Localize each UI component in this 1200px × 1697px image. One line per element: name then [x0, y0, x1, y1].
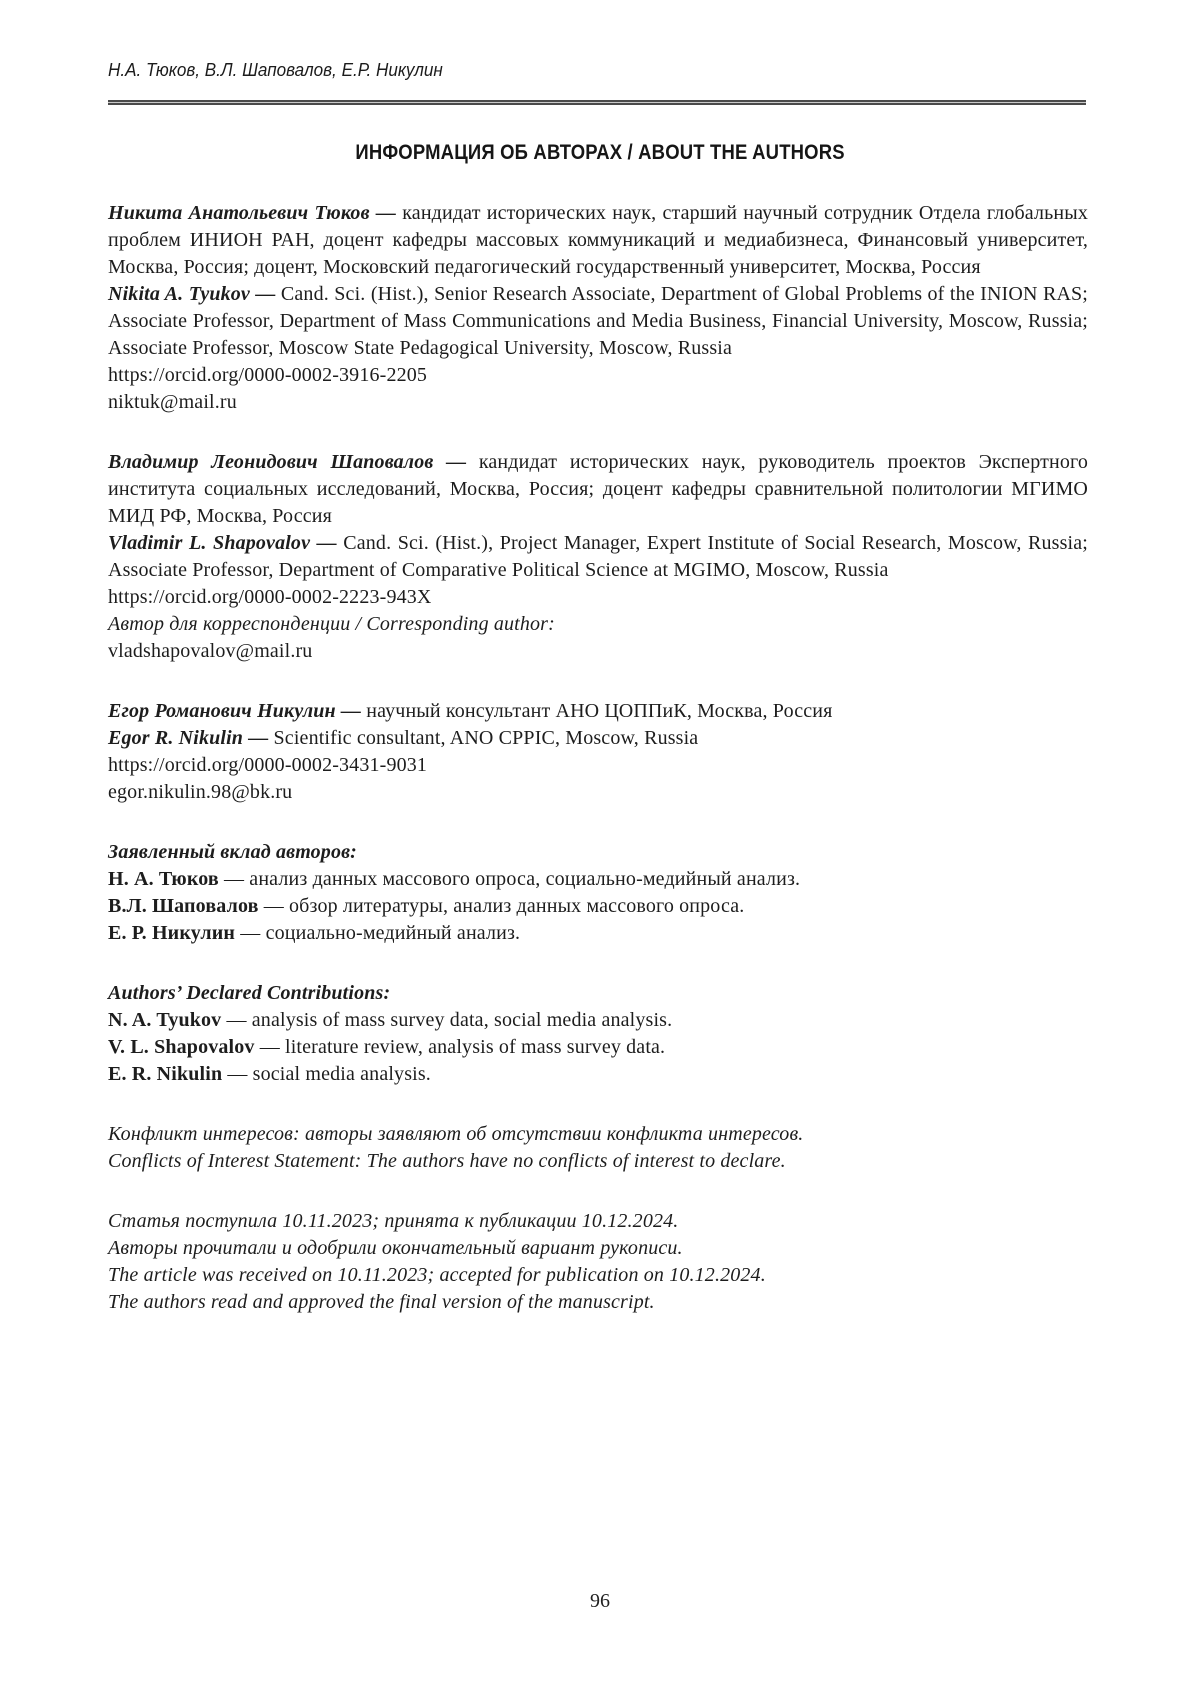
contribution-text: — анализ данных массового опроса, социально-медийный анализ.	[224, 868, 801, 890]
author-name-en: Nikita A. Tyukov —	[108, 283, 276, 305]
contribution-text: — literature review, analysis of mass survey data.	[259, 1036, 666, 1058]
dates-section	[108, 1208, 1088, 1316]
contribution-item	[108, 920, 1088, 947]
contributions-en-section	[108, 980, 1088, 1088]
contributor-name: E. R. Nikulin	[108, 1063, 223, 1085]
contributions-ru-section	[108, 839, 1088, 947]
date-line: Статья поступила 10.11.2023; принята к публикации 10.12.2024.	[108, 1210, 679, 1232]
author-name-ru: Владимир Леонидович Шаповалов —	[108, 451, 467, 473]
author-bio-ru: кандидат исторических наук, старший научный сотрудник Отдела глобальных проблем ИНИОН РАН, доцент кафедры массовых коммуникаций и медиабизнеса, Финансовый университет, Москва, Россия; доцент, Московский педагогический государственный университет, Москва, Россия	[108, 202, 1088, 278]
contribution-item	[108, 866, 1088, 893]
author-bio-ru-paragraph	[108, 449, 1088, 530]
author-name-ru: Никита Анатольевич Тюков —	[108, 202, 397, 224]
author-bio-en-paragraph	[108, 530, 1088, 584]
date-line: The article was received on 10.11.2023; accepted for publication on 10.12.2024.	[108, 1264, 766, 1286]
author-block	[108, 698, 1088, 806]
contribution-text: — social media analysis.	[227, 1063, 431, 1085]
contribution-item	[108, 1034, 1088, 1061]
contribution-text: — обзор литературы, анализ данных массового опроса.	[263, 895, 745, 917]
orcid-link: https://orcid.org/0000-0002-3916-2205	[108, 364, 428, 386]
conflict-statement-ru: Конфликт интересов: авторы заявляют об отсутствии конфликта интересов.	[108, 1123, 804, 1145]
conflict-section	[108, 1121, 1088, 1175]
running-head: Н.А. Тюков, В.Л. Шаповалов, Е.Р. Никулин	[108, 60, 443, 80]
contribution-item	[108, 893, 1088, 920]
contributor-name: Н. А. Тюков	[108, 868, 219, 890]
author-bio-en: Cand. Sci. (Hist.), Project Manager, Expert Institute of Social Research, Moscow, Russia; Associate Professor, Department of Comparative Political Science at MGIMO, Moscow, Russia	[108, 532, 1088, 581]
author-bio-en-paragraph	[108, 281, 1088, 362]
contributor-name: В.Л. Шаповалов	[108, 895, 259, 917]
author-block	[108, 200, 1088, 416]
orcid-link: https://orcid.org/0000-0002-2223-943X	[108, 586, 432, 608]
contribution-text: — социально-медийный анализ.	[240, 922, 521, 944]
author-block	[108, 449, 1088, 665]
author-bio-en-paragraph	[108, 725, 1088, 752]
page-number: 96	[590, 1590, 610, 1612]
contributor-name: N. A. Tyukov	[108, 1009, 222, 1031]
author-bio-ru-paragraph	[108, 698, 1088, 725]
author-bio-ru: кандидат исторических наук, руководитель проектов Экспертного института социальных исследований, Москва, Россия; доцент кафедры сравнительной политологии МГИМО МИД РФ, Москва, Россия	[108, 451, 1088, 527]
contributions-title-ru: Заявленный вклад авторов:	[108, 841, 357, 863]
author-bio-en: Scientific consultant, ANO CPPIC, Moscow, Russia	[273, 727, 699, 749]
author-name-en: Vladimir L. Shapovalov —	[108, 532, 337, 554]
orcid-link: https://orcid.org/0000-0002-3431-9031	[108, 754, 428, 776]
contributor-name: Е. Р. Никулин	[108, 922, 236, 944]
author-name-en: Egor R. Nikulin —	[108, 727, 269, 749]
email-link: vladshapovalov@mail.ru	[108, 640, 313, 662]
author-bio-ru-paragraph	[108, 200, 1088, 281]
page-title: ИНФОРМАЦИЯ ОБ АВТОРАХ / ABOUT THE AUTHORS	[355, 141, 845, 164]
date-line: The authors read and approved the final version of the manuscript.	[108, 1291, 655, 1313]
email-link: egor.nikulin.98@bk.ru	[108, 781, 293, 803]
author-bio-ru: научный консультант АНО ЦОППиК, Москва, Россия	[366, 700, 833, 722]
conflict-statement-en: Conflicts of Interest Statement: The authors have no conflicts of interest to declare.	[108, 1150, 786, 1172]
author-bio-en: Cand. Sci. (Hist.), Senior Research Associate, Department of Global Problems of the INION RAS; Associate Professor, Department of Mass Communications and Media Business, Financial University, Moscow, Russia; Associate Professor, Moscow State Pedagogical University, Moscow, Russia	[108, 283, 1089, 359]
section-divider	[108, 100, 1086, 105]
contributions-title-en: Authors’ Declared Contributions:	[108, 982, 391, 1004]
page-title-container	[0, 141, 1200, 165]
corresponding-author-label: Автор для корреспонденции / Corresponding author:	[108, 613, 555, 635]
contribution-item	[108, 1061, 1088, 1088]
authors-section	[108, 200, 1088, 1349]
author-name-ru: Егор Романович Никулин —	[108, 700, 362, 722]
email-link: niktuk@mail.ru	[108, 391, 237, 413]
contribution-text: — analysis of mass survey data, social media analysis.	[226, 1009, 673, 1031]
contribution-item	[108, 1007, 1088, 1034]
date-line: Авторы прочитали и одобрили окончательный вариант рукописи.	[108, 1237, 683, 1259]
contributor-name: V. L. Shapovalov	[108, 1036, 255, 1058]
